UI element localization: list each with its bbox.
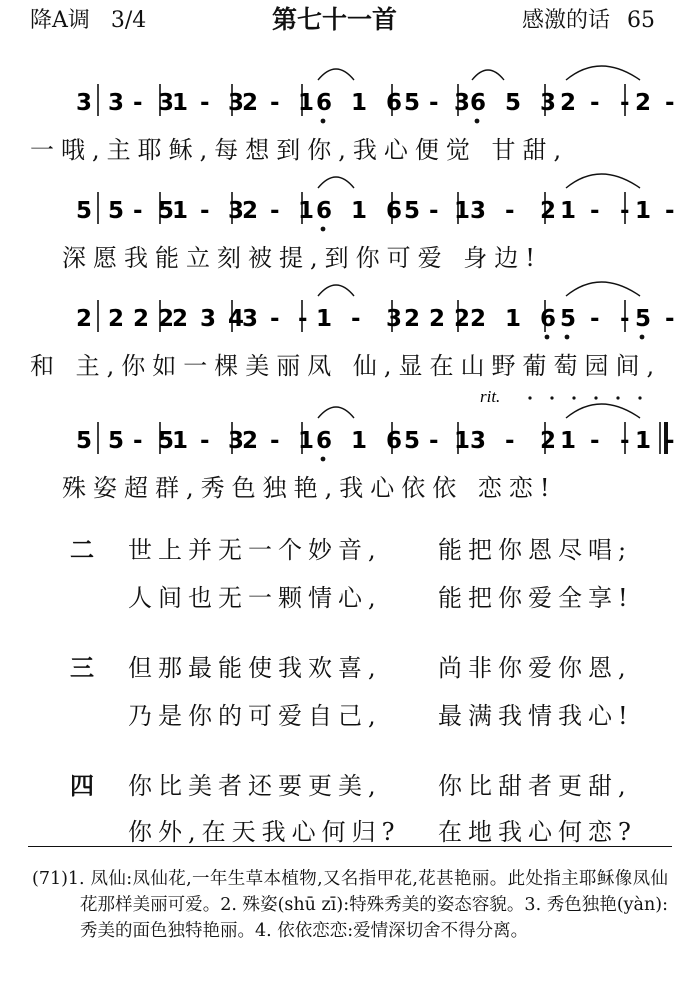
- note: 2: [404, 306, 421, 332]
- dash: -: [505, 198, 515, 224]
- note: 2: [242, 90, 259, 116]
- page-number: 65: [627, 8, 656, 33]
- note: 5: [76, 428, 93, 454]
- note: 2: [429, 306, 446, 332]
- note: 2: [540, 198, 557, 224]
- note: 4: [228, 306, 245, 332]
- dash: -: [133, 90, 143, 116]
- note: 1: [635, 198, 652, 224]
- slur: [318, 407, 354, 418]
- dash: -: [590, 90, 600, 116]
- dash: -: [133, 198, 143, 224]
- tie: [566, 404, 640, 418]
- note: 5: [404, 428, 421, 454]
- dash: -: [505, 428, 515, 454]
- note: 3: [228, 90, 245, 116]
- dash: -: [270, 306, 280, 332]
- note: 3: [470, 198, 487, 224]
- slur: [472, 70, 504, 80]
- key-signature-text: 降A调: [30, 8, 90, 33]
- octave-dot: [475, 119, 480, 124]
- note: 1: [351, 428, 368, 454]
- note: 3: [540, 90, 557, 116]
- dash: -: [429, 198, 439, 224]
- verse-line: 人间也无一颗情心,: [128, 584, 382, 612]
- octave-dot: [321, 119, 326, 124]
- rit-dot: [528, 396, 531, 399]
- note: 1: [298, 198, 315, 224]
- rit-dot: [594, 396, 597, 399]
- note: 1: [351, 90, 368, 116]
- tie: [566, 174, 640, 188]
- note: 1: [635, 428, 652, 454]
- verse-line: 能把你爱全享!: [438, 584, 634, 612]
- verse-number: 二: [70, 536, 94, 564]
- note: 5: [158, 428, 175, 454]
- note: 6: [386, 90, 403, 116]
- rit-dot: [572, 396, 575, 399]
- verse-line: 在地我心何恋?: [438, 818, 637, 846]
- octave-dot: [321, 227, 326, 232]
- note: 2: [635, 90, 652, 116]
- dash: -: [270, 90, 280, 116]
- note: 2: [540, 428, 557, 454]
- note: 2: [172, 306, 189, 332]
- tie: [566, 66, 640, 80]
- dash: -: [200, 198, 210, 224]
- tie: [566, 282, 640, 296]
- verse-line: 世上并无一个妙音,: [128, 536, 382, 564]
- note: 2: [76, 306, 93, 332]
- note: 5: [505, 90, 522, 116]
- dash: -: [665, 198, 675, 224]
- footnote-divider: [28, 846, 672, 847]
- dash: -: [429, 90, 439, 116]
- note: 5: [560, 306, 577, 332]
- note: 3: [386, 306, 403, 332]
- note: 1: [298, 90, 315, 116]
- note: 2: [242, 198, 259, 224]
- slur: [318, 285, 354, 296]
- note: 2: [454, 306, 471, 332]
- verse-line: 你比甜者更甜,: [438, 772, 632, 800]
- slur: [318, 69, 354, 80]
- note: 2: [470, 306, 487, 332]
- dash: -: [620, 198, 630, 224]
- ritardando-marking: rit.: [480, 387, 501, 406]
- octave-dot: [565, 335, 570, 340]
- note: 6: [470, 90, 487, 116]
- verse-line: 能把你恩尽唱;: [438, 536, 633, 564]
- note: 2: [560, 90, 577, 116]
- note: 1: [316, 306, 333, 332]
- note: 6: [316, 90, 333, 116]
- lyric-line-3: 和 主,你如一棵美丽凤 仙,显在山野葡萄园间,: [30, 352, 662, 380]
- rit-dot: [638, 396, 641, 399]
- rit-dot: [616, 396, 619, 399]
- verse-line: 尚非你爱你恩,: [438, 654, 632, 682]
- note: 2: [108, 306, 125, 332]
- dash: -: [590, 198, 600, 224]
- dash: -: [200, 428, 210, 454]
- dash: -: [429, 428, 439, 454]
- note: 5: [108, 428, 125, 454]
- slur: [318, 177, 354, 188]
- note: 3: [454, 90, 471, 116]
- dash: -: [351, 306, 361, 332]
- footnote-text: (71)1. 凤仙:凤仙花,一年生草本植物,又名指甲花,花甚艳丽。此处指主耶稣像凤仙花那样美丽可爱。2. 殊姿(shū zī):特殊秀美的姿态容貌。3. 秀色独艳(yàn):秀美的面色独特艳丽。4. 依依恋恋:爱情深切舍不得分离。: [32, 869, 668, 941]
- rit-dot: [550, 396, 553, 399]
- note: 5: [635, 306, 652, 332]
- note: 5: [404, 90, 421, 116]
- note: 3: [228, 198, 245, 224]
- verse-line: 最满我情我心!: [438, 702, 634, 730]
- note: 6: [316, 428, 333, 454]
- dash: -: [270, 198, 280, 224]
- note: 1: [454, 198, 471, 224]
- note: 6: [386, 198, 403, 224]
- note: 1: [172, 198, 189, 224]
- note: 5: [108, 198, 125, 224]
- verse-number: 三: [70, 654, 94, 682]
- note: 3: [228, 428, 245, 454]
- verse-line: 但那最能使我欢喜,: [128, 654, 382, 682]
- verse-line: 乃是你的可爱自己,: [128, 702, 382, 730]
- dash: -: [590, 428, 600, 454]
- note: 1: [560, 428, 577, 454]
- note: 2: [242, 428, 259, 454]
- dash: -: [200, 90, 210, 116]
- lyric-line-1: 一哦,主耶稣,每想到你,我心便觉 甘甜,: [30, 136, 569, 164]
- octave-dot: [321, 457, 326, 462]
- note: 1: [351, 198, 368, 224]
- note: 1: [298, 428, 315, 454]
- dash: -: [590, 306, 600, 332]
- dash: -: [665, 428, 675, 454]
- hymn-title: 第七十一首: [272, 5, 398, 34]
- time-signature: 3/4: [110, 8, 147, 33]
- note: 3: [76, 90, 93, 116]
- octave-dot: [640, 335, 645, 340]
- verse-line: 你比美者还要更美,: [128, 772, 382, 800]
- note: 5: [404, 198, 421, 224]
- dash: -: [620, 90, 630, 116]
- note: 6: [316, 198, 333, 224]
- dash: -: [665, 90, 675, 116]
- note: 1: [172, 428, 189, 454]
- note: 1: [454, 428, 471, 454]
- note: 5: [158, 198, 175, 224]
- footnote: [32, 866, 668, 944]
- dash: -: [620, 306, 630, 332]
- dash: -: [298, 306, 308, 332]
- note: 5: [76, 198, 93, 224]
- section-name-text: 感激的话: [522, 8, 611, 33]
- note: 2: [133, 306, 150, 332]
- note: 1: [172, 90, 189, 116]
- dash: -: [620, 428, 630, 454]
- note: 6: [540, 306, 557, 332]
- lyric-line-2: 深愿我能立刻被提,到你可爱 身边!: [62, 244, 542, 272]
- note: 6: [386, 428, 403, 454]
- dash: -: [133, 428, 143, 454]
- note: 2: [158, 306, 175, 332]
- lyric-line-4: 殊姿超群,秀色独艳,我心依依 恋恋!: [62, 474, 557, 502]
- dash: -: [665, 306, 675, 332]
- note: 1: [560, 198, 577, 224]
- note: 3: [242, 306, 259, 332]
- note: 1: [505, 306, 522, 332]
- note: 3: [108, 90, 125, 116]
- note: 3: [158, 90, 175, 116]
- octave-dot: [545, 335, 550, 340]
- verse-number: 四: [70, 772, 94, 800]
- verse-line: 你外,在天我心何归?: [128, 818, 401, 846]
- note: 3: [200, 306, 217, 332]
- dash: -: [270, 428, 280, 454]
- note: 3: [470, 428, 487, 454]
